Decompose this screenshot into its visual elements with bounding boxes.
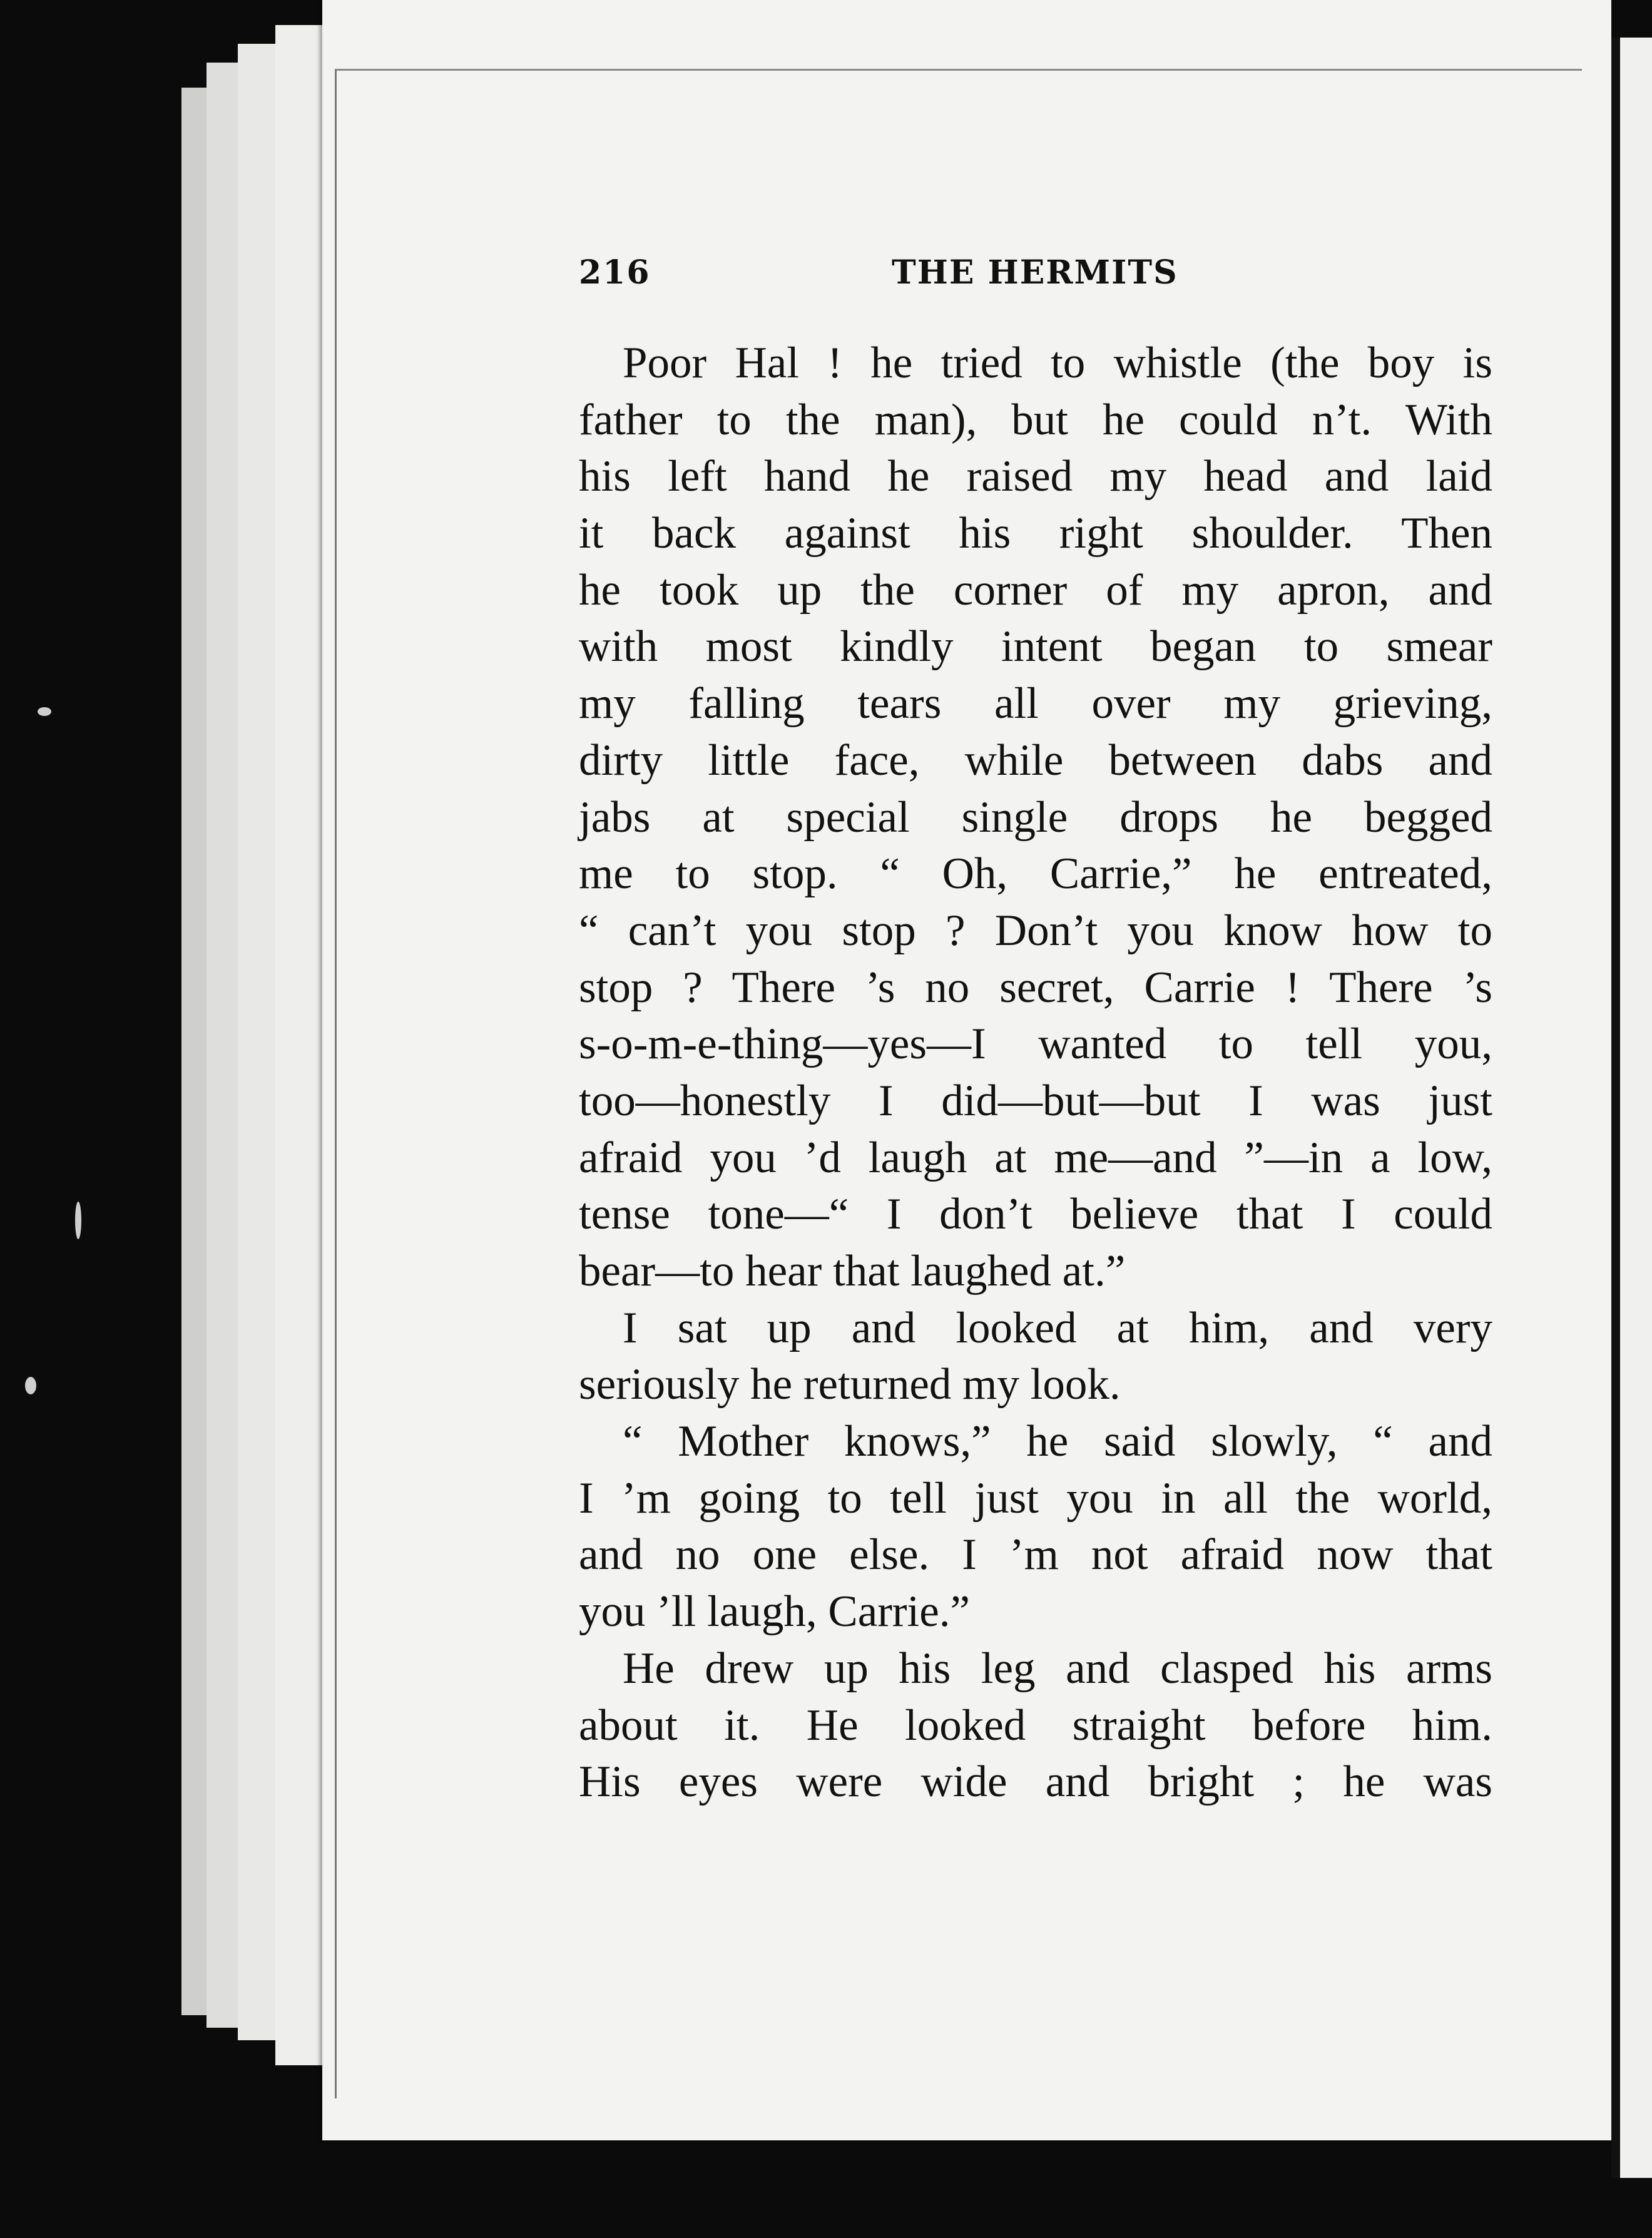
text-line: it back against his right shoulder. Then bbox=[579, 509, 1492, 558]
text-line: Poor Hal ! he tried to whistle (the boy is bbox=[623, 339, 1492, 387]
text-line: afraid you ’d laugh at me—and ”—in a low, bbox=[579, 1133, 1492, 1182]
text-line: I sat up and looked at him, and very bbox=[623, 1303, 1492, 1352]
text-line: with most kindly intent began to smear bbox=[579, 622, 1492, 672]
text-line: me to stop. “ Oh, Carrie,” he entreated, bbox=[579, 849, 1492, 899]
running-head bbox=[579, 253, 1486, 304]
text-line: bear—to hear that laughed at.” bbox=[579, 1247, 1126, 1295]
text-line: and no one else. I ’m not afraid now that bbox=[579, 1530, 1492, 1580]
running-title: THE HERMITS bbox=[892, 253, 1178, 292]
facing-page-edge bbox=[1620, 38, 1652, 2178]
text-line: tense tone—“ I don’t believe that I could bbox=[579, 1190, 1492, 1239]
text-line: my falling tears all over my grieving, bbox=[579, 679, 1492, 728]
body-text bbox=[579, 335, 1492, 1811]
text-line: s-o-m-e-thing—yes—I wanted to tell you, bbox=[579, 1019, 1492, 1069]
text-line: too—honestly I did—but—but I was just bbox=[579, 1076, 1492, 1125]
dust-speck bbox=[38, 707, 51, 716]
text-line: father to the man), but he could n’t. With bbox=[579, 395, 1492, 444]
text-line: stop ? There ’s no secret, Carrie ! There ’s bbox=[579, 963, 1492, 1012]
text-line: His eyes were wide and bright ; he was bbox=[579, 1757, 1492, 1807]
text-line: he took up the corner of my apron, and bbox=[579, 565, 1492, 615]
dust-speck bbox=[75, 1202, 81, 1239]
text-line: seriously he returned my look. bbox=[579, 1360, 1121, 1409]
text-line: “ Mother knows,” he said slowly, “ and bbox=[623, 1417, 1492, 1466]
text-line: about it. He looked straight before him. bbox=[579, 1700, 1492, 1750]
page-gutter-shadow bbox=[1611, 38, 1620, 2178]
text-line: dirty little face, while between dabs and bbox=[579, 735, 1492, 785]
text-line: I ’m going to tell just you in all the world, bbox=[579, 1473, 1492, 1523]
text-line: jabs at special single drops he begged bbox=[579, 792, 1492, 842]
dust-speck bbox=[25, 1377, 36, 1394]
text-line: you ’ll laugh, Carrie.” bbox=[579, 1587, 970, 1637]
text-line: “ can’t you stop ? Don’t you know how to bbox=[579, 906, 1492, 955]
text-line: He drew up his leg and clasped his arms bbox=[623, 1643, 1492, 1693]
page-number: 216 bbox=[579, 253, 651, 292]
text-line: his left hand he raised my head and laid bbox=[579, 452, 1492, 501]
